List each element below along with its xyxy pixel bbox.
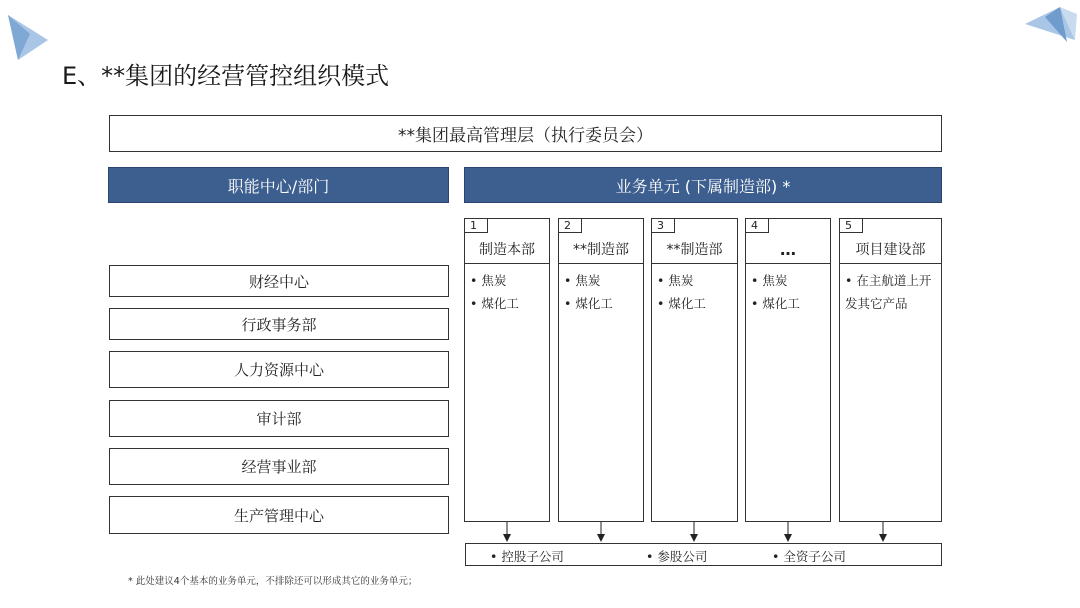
department-box: 行政事务部	[109, 308, 449, 340]
unit-item: • 煤化工	[564, 292, 639, 315]
unit-name: **制造部	[652, 235, 737, 264]
unit-name: 制造本部	[465, 235, 549, 264]
subsidiary-item: • 参股公司	[646, 547, 707, 565]
unit-number: 5	[839, 218, 863, 233]
department-box: 生产管理中心	[109, 496, 449, 534]
unit-item: • 焦炭	[470, 269, 545, 292]
unit-number: 3	[651, 218, 675, 233]
unit-item: • 焦炭	[751, 269, 826, 292]
unit-number: 2	[558, 218, 582, 233]
unit-item: • 焦炭	[564, 269, 639, 292]
unit-item: • 煤化工	[751, 292, 826, 315]
unit-name: …	[746, 235, 830, 264]
subsidiary-item: • 控股子公司	[490, 547, 564, 565]
department-box: 财经中心	[109, 265, 449, 297]
unit-item: • 焦炭	[657, 269, 733, 292]
unit-name: **制造部	[559, 235, 643, 264]
unit-item: • 在主航道上开发其它产品	[845, 269, 937, 315]
business-header: 业务单元 (下属制造部) *	[464, 167, 942, 203]
unit-number: 1	[464, 218, 488, 233]
department-box: 人力资源中心	[109, 351, 449, 388]
footnote: * 此处建议4个基本的业务单元，不排除还可以形成其它的业务单元；	[128, 576, 418, 587]
subsidiary-item: • 全资子公司	[772, 547, 846, 565]
unit-name: 项目建设部	[840, 235, 941, 264]
page-title: E、**集团的经营管控组织模式	[62, 62, 390, 90]
unit-item: • 煤化工	[470, 292, 545, 315]
unit-item: • 煤化工	[657, 292, 733, 315]
subsidiaries-bar	[465, 543, 942, 566]
unit-number: 4	[745, 218, 769, 233]
department-box: 审计部	[109, 400, 449, 437]
top-management-box: **集团最高管理层（执行委员会）	[109, 115, 942, 152]
department-box: 经营事业部	[109, 448, 449, 485]
functional-header: 职能中心/部门	[108, 167, 449, 203]
